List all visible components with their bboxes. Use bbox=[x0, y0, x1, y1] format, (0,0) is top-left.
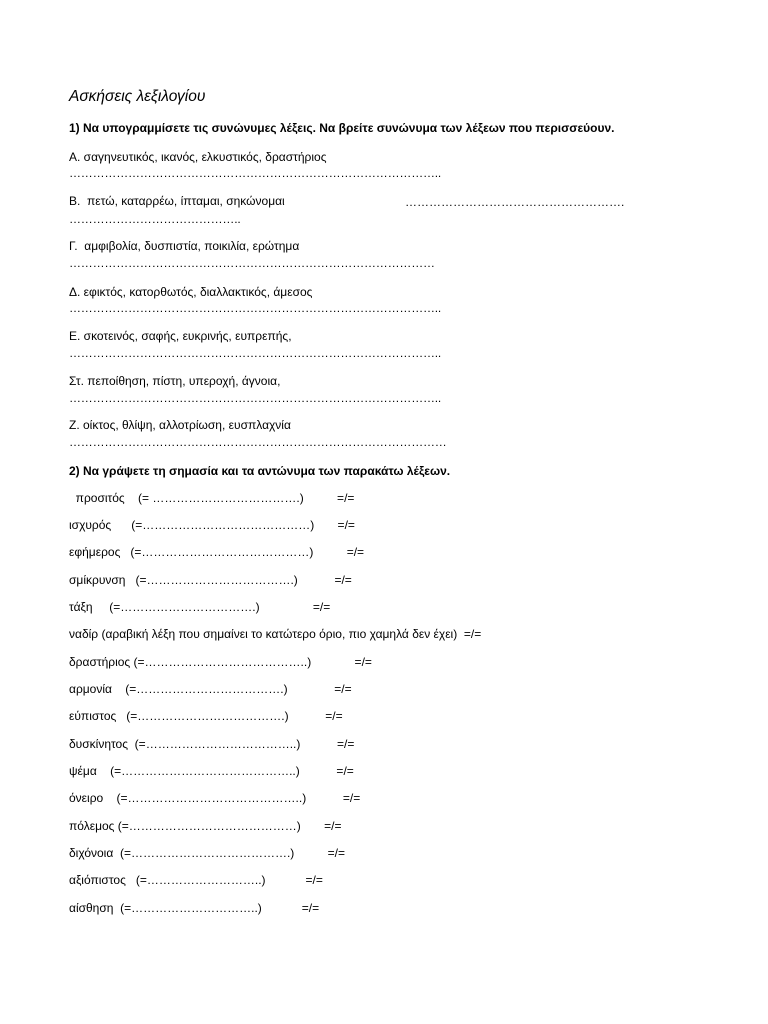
exercise1-item-e: Ε. σκοτεινός, σαφής, ευκρινής, ευπρεπής, bbox=[69, 329, 292, 343]
exercise2-row: προσιτός (= ……………………………….) =/= bbox=[69, 491, 355, 505]
exercise2-row: διχόνοια (=………………………………….) =/= bbox=[69, 846, 345, 860]
exercise2-row: εφήμερος (=……………………………………) =/= bbox=[69, 545, 365, 559]
exercise1-item-d: Δ. εφικτός, κατορθωτός, διαλλακτικός, άμεσος bbox=[69, 285, 313, 299]
exercise1-item-b-answer-line: …………………………………….. bbox=[69, 212, 241, 226]
exercise2-row: αρμονία (=……………………………….) =/= bbox=[69, 682, 352, 696]
exercise1-item-a-answer-line: ………………………………………………………………………………….. bbox=[69, 166, 442, 180]
exercise1-item-st-answer-line: ………………………………………………………………………………….. bbox=[69, 391, 442, 405]
exercise2-row: αίσθηση (=…………………………..) =/= bbox=[69, 901, 320, 915]
exercise2-row: εύπιστος (=……………………………….) =/= bbox=[69, 709, 343, 723]
exercise2-row: ναδίρ (αραβική λέξη που σημαίνει το κατώτερο όριο, πιο χαμηλά δεν έχει) =/= bbox=[69, 627, 482, 641]
page-title: Ασκήσεις λεξιλογίου bbox=[69, 88, 206, 105]
exercise1-item-d-answer-line: ………………………………………………………………………………….. bbox=[69, 301, 442, 315]
exercise1-item-b-side-answer-line: ………………………………………………. bbox=[405, 195, 625, 209]
exercise1-item-c: Γ. αμφιβολία, δυσπιστία, ποικιλία, ερώτημα bbox=[69, 239, 300, 253]
exercise2-row: ψέμα (=……………………………………..) =/= bbox=[69, 764, 354, 778]
exercise1-heading: 1) Να υπογραμμίσετε τις συνώνυμες λέξεις. Να βρείτε συνώνυμα των λέξεων που περισσεύουν. bbox=[69, 121, 615, 135]
exercise1-item-st: Στ. πεποίθηση, πίστη, υπεροχή, άγνοια, bbox=[69, 374, 281, 388]
exercise2-row: όνειρο (=……………………………………..) =/= bbox=[69, 791, 361, 805]
exercise1-item-c-answer-line: ………………………………………………………………………………… bbox=[69, 256, 435, 270]
exercise1-item-a: Α. σαγηνευτικός, ικανός, ελκυστικός, δραστήριος bbox=[69, 150, 327, 164]
exercise2-row: σμίκρυνση (=……………………………….) =/= bbox=[69, 573, 352, 587]
exercise2-row: αξιόπιστος (=………………………..) =/= bbox=[69, 873, 323, 887]
exercise1-item-z: Ζ. οίκτος, θλίψη, αλλοτρίωση, ευσπλαχνία bbox=[69, 418, 291, 432]
exercise1-item-b: Β. πετώ, καταρρέω, ίπταμαι, σηκώνομαι bbox=[69, 194, 285, 208]
exercise2-row: τάξη (=…………………………….) =/= bbox=[69, 600, 331, 614]
exercise1-item-e-answer-line: ………………………………………………………………………………….. bbox=[69, 346, 442, 360]
exercise2-row: ισχυρός (=……………………………………) =/= bbox=[69, 518, 355, 532]
exercise2-row: δυσκίνητος (=………………………………..) =/= bbox=[69, 737, 355, 751]
exercise2-row: πόλεμος (=……………………………………) =/= bbox=[69, 819, 342, 833]
exercise2-heading: 2) Να γράψετε τη σημασία και τα αντώνυμα των παρακάτω λέξεων. bbox=[69, 464, 451, 478]
exercise2-row: δραστήριος (=…………………………………..) =/= bbox=[69, 655, 372, 669]
exercise1-item-z-answer-line: …………………………………………………………………………………… bbox=[69, 435, 447, 449]
